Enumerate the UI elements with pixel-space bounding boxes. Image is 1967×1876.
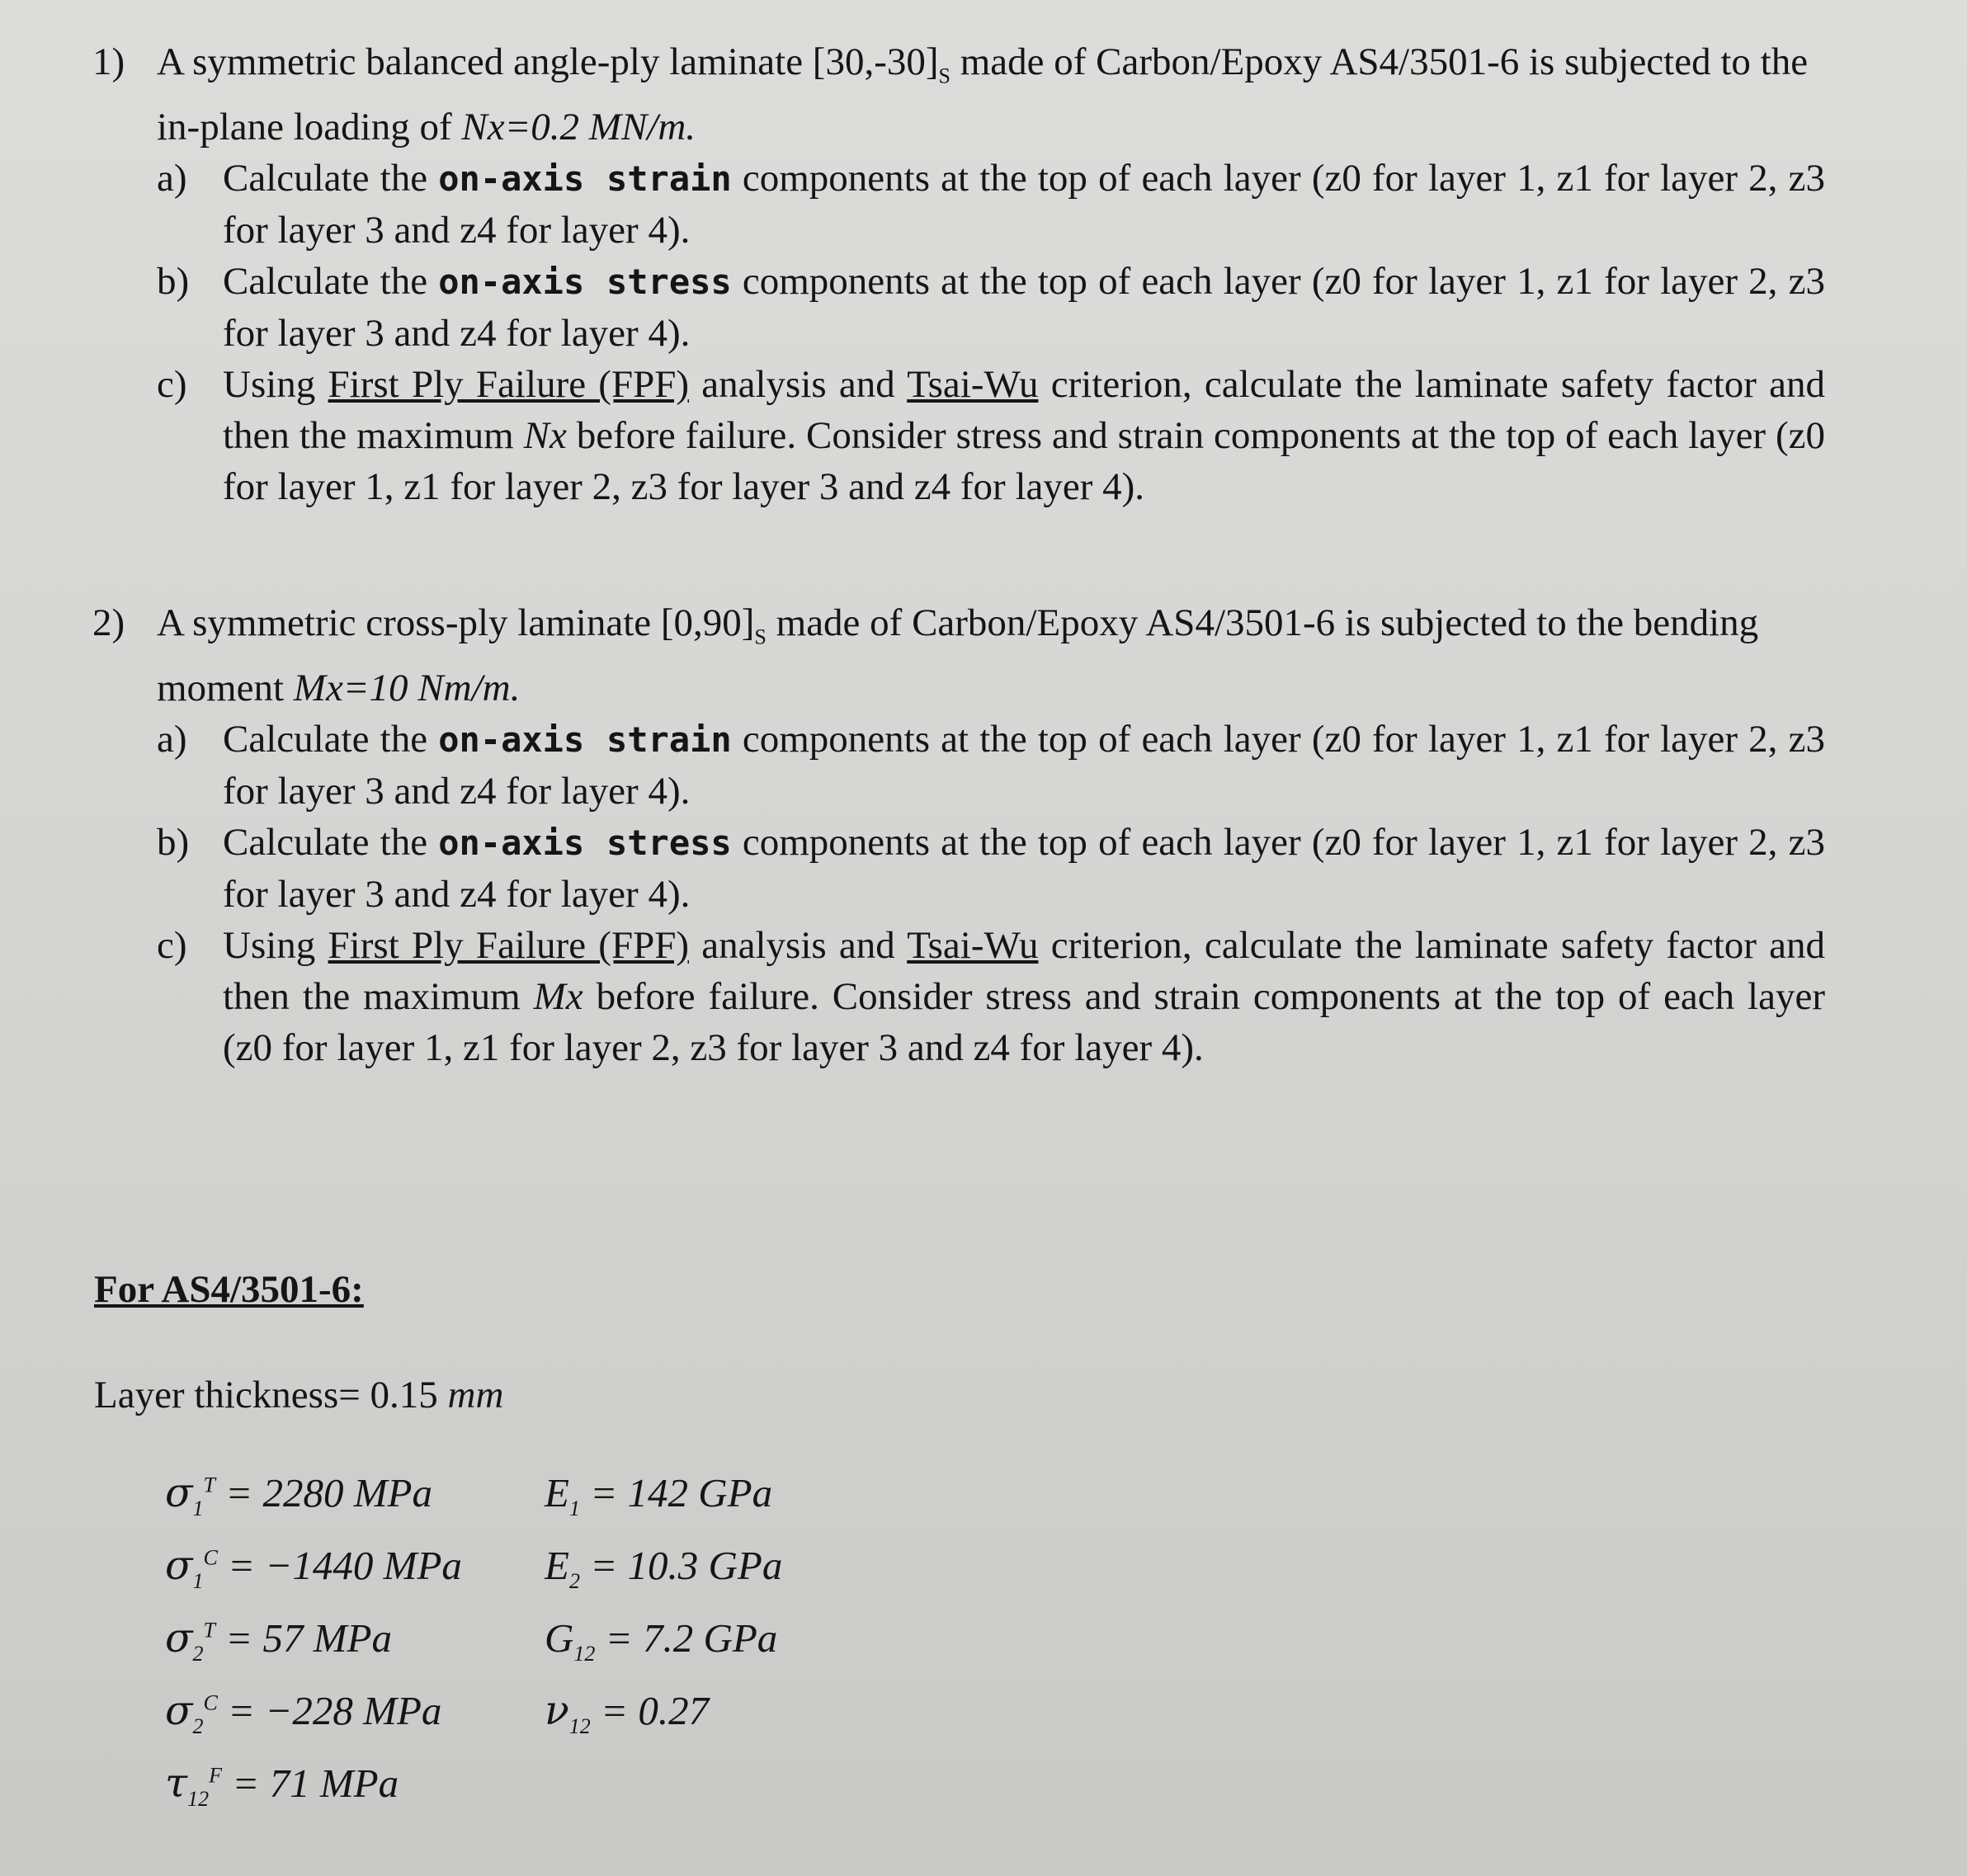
question-1 [92,36,1825,512]
subquestion-c: c) Using First Ply Failure (FPF) analysis and Tsai-Wu criterion, calculate the laminate safety factor and then the maximum Mx before failure. Consider stress and strain components at the top of each layer (z0 for layer 1, z1 for layer 2, z3 for layer 3 and z4 for layer 4). [157,924,1826,1070]
subquestion-a: a) Calculate the on-axis strain components at the top of each layer (z0 for layer 1, z1 for layer 2, z3 for layer 3 and z4 for layer 4). [157,718,1825,813]
property-row: $\sigma_1^C = -1440$ MPa $E_2 = 10.3$ GPa [165,1541,783,1593]
subquestion-c: c) Using First Ply Failure (FPF) analysis and Tsai-Wu criterion, calculate the laminate safety factor and then the maximum Nx before failure. Consider stress and strain components at the top of each layer (z0 for layer 1, z1 for layer 2, z3 for layer 3 and z4 for layer 4). [157,363,1826,509]
question-2 [92,597,1825,1073]
load-value: Nx=0.2 MN/m. [461,106,696,149]
question-intro: A symmetric cross-ply laminate $[0,90]_S$ made of Carbon/Epoxy AS4/3501-6 is subjected to the bending moment Mx=10 Nm/m. [157,601,1759,710]
property-row: $\sigma_1^T = 2280$ MPa $E_1 = 142$ GPa [165,1468,773,1520]
question-number: 2) [92,601,125,644]
question-number: 1) [92,40,125,83]
subquestion-b: b) Calculate the on-axis stress components at the top of each layer (z0 for layer 1, z1 for layer 2, z3 for layer 3 and z4 for layer 4). [157,260,1825,356]
subquestion-a: a) Calculate the on-axis strain components at the top of each layer (z0 for layer 1, z1 for layer 2, z3 for layer 3 and z4 for layer 4). [157,157,1825,252]
material-title: For AS4/3501-6: [94,1268,364,1311]
property-row: $\sigma_2^C = -228$ MPa $\nu_{12} = 0.27$ [165,1686,710,1738]
subquestion-b: b) Calculate the on-axis stress components at the top of each layer (z0 for layer 1, z1 for layer 2, z3 for layer 3 and z4 for layer 4). [157,821,1825,917]
material-properties [165,1459,875,1822]
property-row: $\sigma_2^T = 57$ MPa $G_{12} = 7.2$ GPa [165,1614,778,1666]
property-row: $\tau_{12}^F = 71$ MPa [165,1759,399,1811]
layer-thickness: Layer thickness= 0.15 mm [94,1374,504,1416]
question-intro: A symmetric balanced angle-ply laminate $[30,-30]_S$ made of Carbon/Epoxy AS4/3501-6 is subjected to the in-plane loading of Nx=0.2 MN/m. [157,40,1809,149]
load-value: Mx=10 Nm/m. [293,667,521,710]
